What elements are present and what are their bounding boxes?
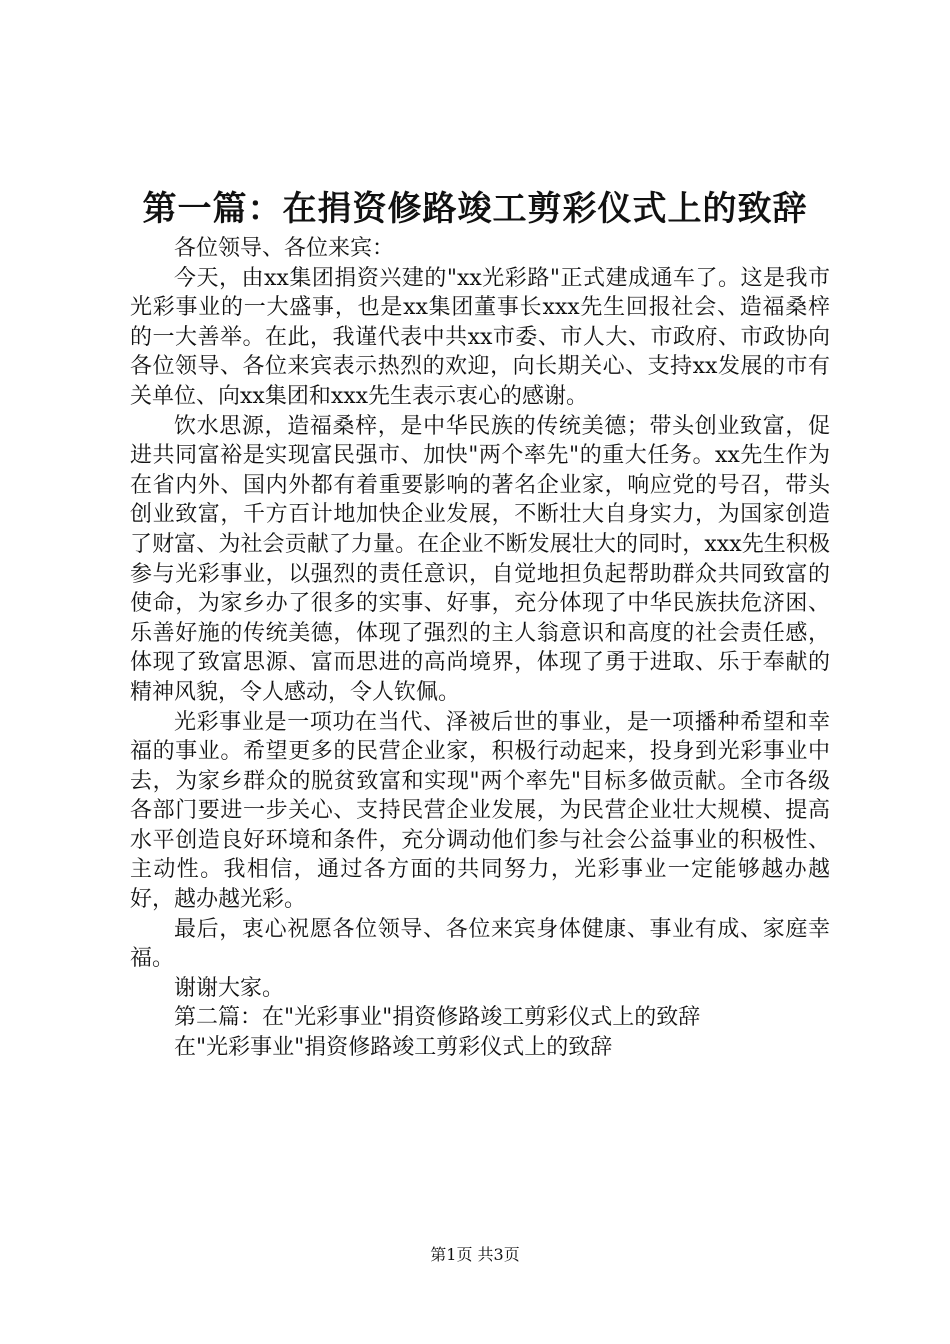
paragraph-opening: 今天，由xx集团捐资兴建的"xx光彩路"正式建成通车了。这是我市光彩事业的一大盛事，也是xx集团董事长xxx先生回报社会、造福桑梓的一大善举。在此，我谨代表中共xx市委、市人大、市政府、市政协向各位领导、各位来宾表示热烈的欢迎，向长期关心、支持xx发展的市有关单位、向xx集团和xxx先生表示衷心的感谢。 (130, 265, 830, 409)
page-number-footer: 第1页 共3页 (430, 1245, 520, 1264)
paragraph-wishes: 最后，衷心祝愿各位领导、各位来宾身体健康、事业有成、家庭幸福。 (130, 916, 830, 972)
paragraph-guangcai: 光彩事业是一项功在当代、泽被后世的事业，是一项播种希望和幸福的事业。希望更多的民营企业家，积极行动起来，投身到光彩事业中去，为家乡群众的脱贫致富和实现"两个率先"目标多做贡献。全市各级各部门要进一步关心、支持民营企业发展，为民营企业壮大规模、提高水平创造良好环境和条件，充分调动他们参与社会公益事业的积极性、主动性。我相信，通过各方面的共同努力，光彩事业一定能够越办越好，越办越光彩。 (130, 709, 830, 913)
paragraph-salutation: 各位领导、各位来宾： (174, 236, 395, 261)
paragraph-tradition: 饮水思源，造福桑梓，是中华民族的传统美德；带头创业致富，促进共同富裕是实现富民强市、加快"两个率先"的重大任务。xx先生作为在省内外、国内外都有着重要影响的著名企业家，响应党的号召，带头创业致富，千方百计地加快企业发展，不断壮大自身实力，为国家创造了财富、为社会贡献了力量。在企业不断发展壮大的同时，xxx先生积极参与光彩事业，以强烈的责任意识，自觉地担负起帮助群众共同致富的使命，为家乡办了很多的实事、好事，充分体现了中华民族扶危济困、乐善好施的传统美德，体现了强烈的主人翁意识和高度的社会责任感，体现了致富思源、富而思进的高尚境界，体现了勇于进取、乐于奉献的精神风貌，令人感动，令人钦佩。 (130, 413, 830, 705)
document-title: 第一篇：在捐资修路竣工剪彩仪式上的致辞 (142, 189, 808, 229)
paragraph-thanks: 谢谢大家。 (174, 975, 285, 1001)
paragraph-second-heading: 在"光彩事业"捐资修路竣工剪彩仪式上的致辞 (174, 1035, 613, 1061)
paragraph-second-title: 第二篇：在"光彩事业"捐资修路竣工剪彩仪式上的致辞 (174, 1005, 701, 1031)
document-body (130, 234, 830, 1063)
